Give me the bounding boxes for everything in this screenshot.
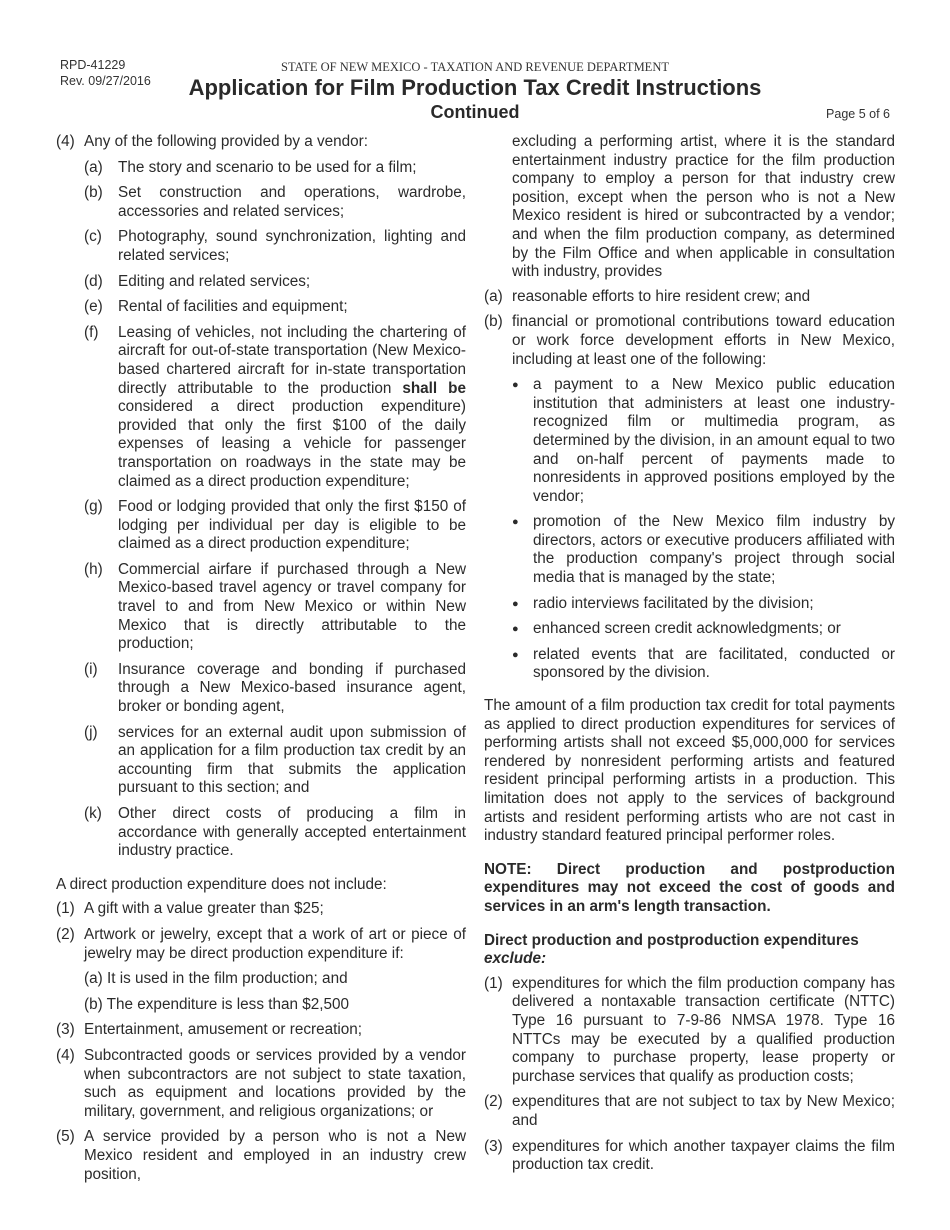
list-item <box>484 1093 895 1130</box>
item-text: Subcontracted goods or services provided by a vendor when subcontractors are not subject to state taxation, such as equipment and locations provided by the military, government, and religious organizations; or <box>84 1046 466 1120</box>
item-text: reasonable efforts to hire resident crew; and <box>512 287 811 305</box>
exclusion-intro: A direct production expenditure does not include: <box>56 875 387 893</box>
bullet-icon: ● <box>512 597 519 610</box>
sub-item: (a) It is used in the film production; and <box>84 970 348 988</box>
item-label: (a) <box>484 287 503 305</box>
bullet-text: promotion of the New Mexico film industry by directors, actors or executive producers affiliated with the production company's project through social media that is managed by the state; <box>533 513 895 587</box>
sub-item: (b) The expenditure is less than $2,500 <box>84 995 350 1013</box>
list-item <box>484 288 895 307</box>
item-text <box>118 324 466 491</box>
item-label: (h) <box>84 560 103 578</box>
right-column <box>484 133 895 1175</box>
item-label: (4) <box>56 133 75 150</box>
item-text: Artwork or jewelry, except that a work of art or piece of jewelry may be direct production expenditure if: <box>84 925 466 962</box>
item-text: expenditures for which another taxpayer claims the film production tax credit. <box>512 1137 895 1174</box>
list-item <box>84 298 466 317</box>
list-item <box>84 228 466 265</box>
item-text: Commercial airfare if purchased through a New Mexico-based travel agency or travel company for travel to and from New Mexico or within New Mexico that is directly attributable to the production; <box>118 560 466 653</box>
item-label: (j) <box>84 723 98 741</box>
exclude-word: exclude: <box>484 950 547 968</box>
list-item <box>56 133 466 152</box>
bullet-text: radio interviews facilitated by the division; <box>533 594 814 612</box>
bullet-item <box>512 620 895 639</box>
item-label: (3) <box>56 1021 75 1039</box>
list-item <box>56 900 466 919</box>
department-name: STATE OF NEW MEXICO - TAXATION AND REVENUE DEPARTMENT <box>281 60 669 74</box>
item-text-part: Leasing of vehicles, not including the chartering of aircraft for out-of-state transportation (New Mexico-based chartered aircraft for in-state transportation directly attributable to the production <box>118 323 466 397</box>
item-label: (b) <box>84 184 103 202</box>
page-title: Application for Film Production Tax Credit Instructions <box>188 75 762 100</box>
item-text: The story and scenario to be used for a film; <box>118 158 417 176</box>
item-label: (2) <box>56 925 75 943</box>
item-text: expenditures for which the film production company has delivered a nontaxable transaction certificate (NTTC) Type 16 pursuant to 7-9-86 NMSA 1978. Type 16 NTTCs may be executed by a qualified production company to purchase property, lease property or purchase services that qualify as production costs; <box>512 974 895 1085</box>
bullet-text: a payment to a New Mexico public education institution that administers at least one industry-recognized film or multimedia program, as determined by the division, in an amount equal to two and on-half percent of payments made to nonresidents in approved positions employed by the vendor; <box>533 376 895 505</box>
note-paragraph: NOTE: Direct production and postproduction expenditures may not exceed the cost of goods and services in an arm's length transaction. <box>484 860 895 915</box>
item-text: Photography, sound synchronization, lighting and related services; <box>118 228 466 264</box>
bullet-icon: ● <box>512 648 519 661</box>
item-text: expenditures that are not subject to tax by New Mexico; and <box>512 1093 895 1129</box>
bullet-text: related events that are facilitated, conducted or sponsored by the division. <box>533 645 895 682</box>
item-label: (a) <box>84 158 103 176</box>
item-label: (k) <box>84 805 102 822</box>
item-text: Insurance coverage and bonding if purchased through a New Mexico-based insurance agent, broker or bonding agent, <box>118 660 466 716</box>
page-number: Page 5 of 6 <box>826 107 890 121</box>
item-text: financial or promotional contributions toward education or work force development efforts in New Mexico, including at least one of the following: <box>512 313 895 368</box>
item-label: (c) <box>84 228 102 246</box>
item-text: A gift with a value greater than $25; <box>84 900 324 918</box>
list-item <box>56 1128 466 1184</box>
item-label: (2) <box>484 1093 503 1111</box>
item-text: Set construction and operations, wardrobe, accessories and related services; <box>118 184 466 220</box>
item-text: Rental of facilities and equipment; <box>118 298 348 316</box>
list-item <box>56 926 466 963</box>
exclude-heading <box>484 932 895 969</box>
item-text: A service provided by a person who is not a New Mexico resident and employed in an industry crew position, <box>84 1128 466 1183</box>
revision-date: Rev. 09/27/2016 <box>60 73 151 88</box>
list-item <box>84 561 466 654</box>
bullet-item <box>512 376 895 506</box>
list-item <box>484 1138 895 1175</box>
page-subtitle: Continued <box>430 102 520 122</box>
bullet-icon: ● <box>512 623 519 636</box>
item-label: (d) <box>84 272 103 290</box>
list-item <box>84 273 466 292</box>
left-column <box>56 133 466 1184</box>
continued-text: excluding a performing artist, where it is the standard entertainment industry practice for the film production company to employ a person for that industry crew position, except when the person who is not a New Mexico resident is hired or subcontracted by a vendor; and when the film production company, as determined by the Film Office and when applicable in consultation with industry, provides <box>512 133 895 281</box>
item-text: Other direct costs of producing a film in accordance with generally accepted entertainment industry practice. <box>118 805 466 860</box>
list-item <box>84 498 466 554</box>
bullet-icon: ● <box>512 379 519 392</box>
item-label: (4) <box>56 1046 75 1064</box>
limit-paragraph: The amount of a film production tax credit for total payments as applied to direct production expenditures for services of performing artists shall not exceed $5,000,000 for services rendered by nonresident performing artists and featured resident principal performing artists in a production. This limitation does not apply to the services of background artists and resident performing artists who are not cast in industry standard featured principal performer roles. <box>484 697 895 845</box>
item-label: (1) <box>56 900 75 918</box>
item-text-part: considered a direct production expenditure) provided that only the first $100 of the daily expenses of leasing a vehicle for passenger transportation on roadways in the state may be claimed as a direct production expenditure; <box>118 398 466 490</box>
item-label: (i) <box>84 660 98 678</box>
list-item <box>84 324 466 491</box>
item-text: Any of the following provided by a vendor: <box>84 133 369 150</box>
bullet-icon: ● <box>512 516 519 529</box>
item-text: Entertainment, amusement or recreation; <box>84 1021 363 1039</box>
item-label: (g) <box>84 498 103 516</box>
bullet-item <box>512 595 895 614</box>
list-item <box>484 313 895 369</box>
list-item <box>84 724 466 798</box>
item-label: (b) <box>484 313 503 331</box>
item-label: (3) <box>484 1137 503 1155</box>
list-item <box>84 805 466 861</box>
bullet-text: enhanced screen credit acknowledgments; or <box>533 620 841 638</box>
item-label: (e) <box>84 298 103 316</box>
list-item <box>84 184 466 221</box>
list-item <box>84 159 466 178</box>
form-number: RPD-41229 <box>60 58 126 72</box>
list-item <box>484 975 895 1087</box>
bullet-item <box>512 513 895 587</box>
item-label: (1) <box>484 974 503 992</box>
item-text: Food or lodging provided that only the first $150 of lodging per individual per day is eligible to be claimed as a direct production expenditure; <box>118 498 466 553</box>
emphasis-text: shall be <box>402 379 466 397</box>
item-label: (f) <box>84 323 99 341</box>
item-text: services for an external audit upon submission of an application for a film production tax credit by an accounting firm that submits the application pursuant to this section; and <box>118 723 466 797</box>
item-text: Editing and related services; <box>118 272 311 290</box>
list-item <box>56 1047 466 1121</box>
item-label: (5) <box>56 1128 75 1146</box>
exclude-heading-text: Direct production and postproduction expenditures <box>484 931 859 949</box>
bullet-item <box>512 646 895 683</box>
list-item <box>84 661 466 717</box>
list-item <box>56 1021 466 1040</box>
